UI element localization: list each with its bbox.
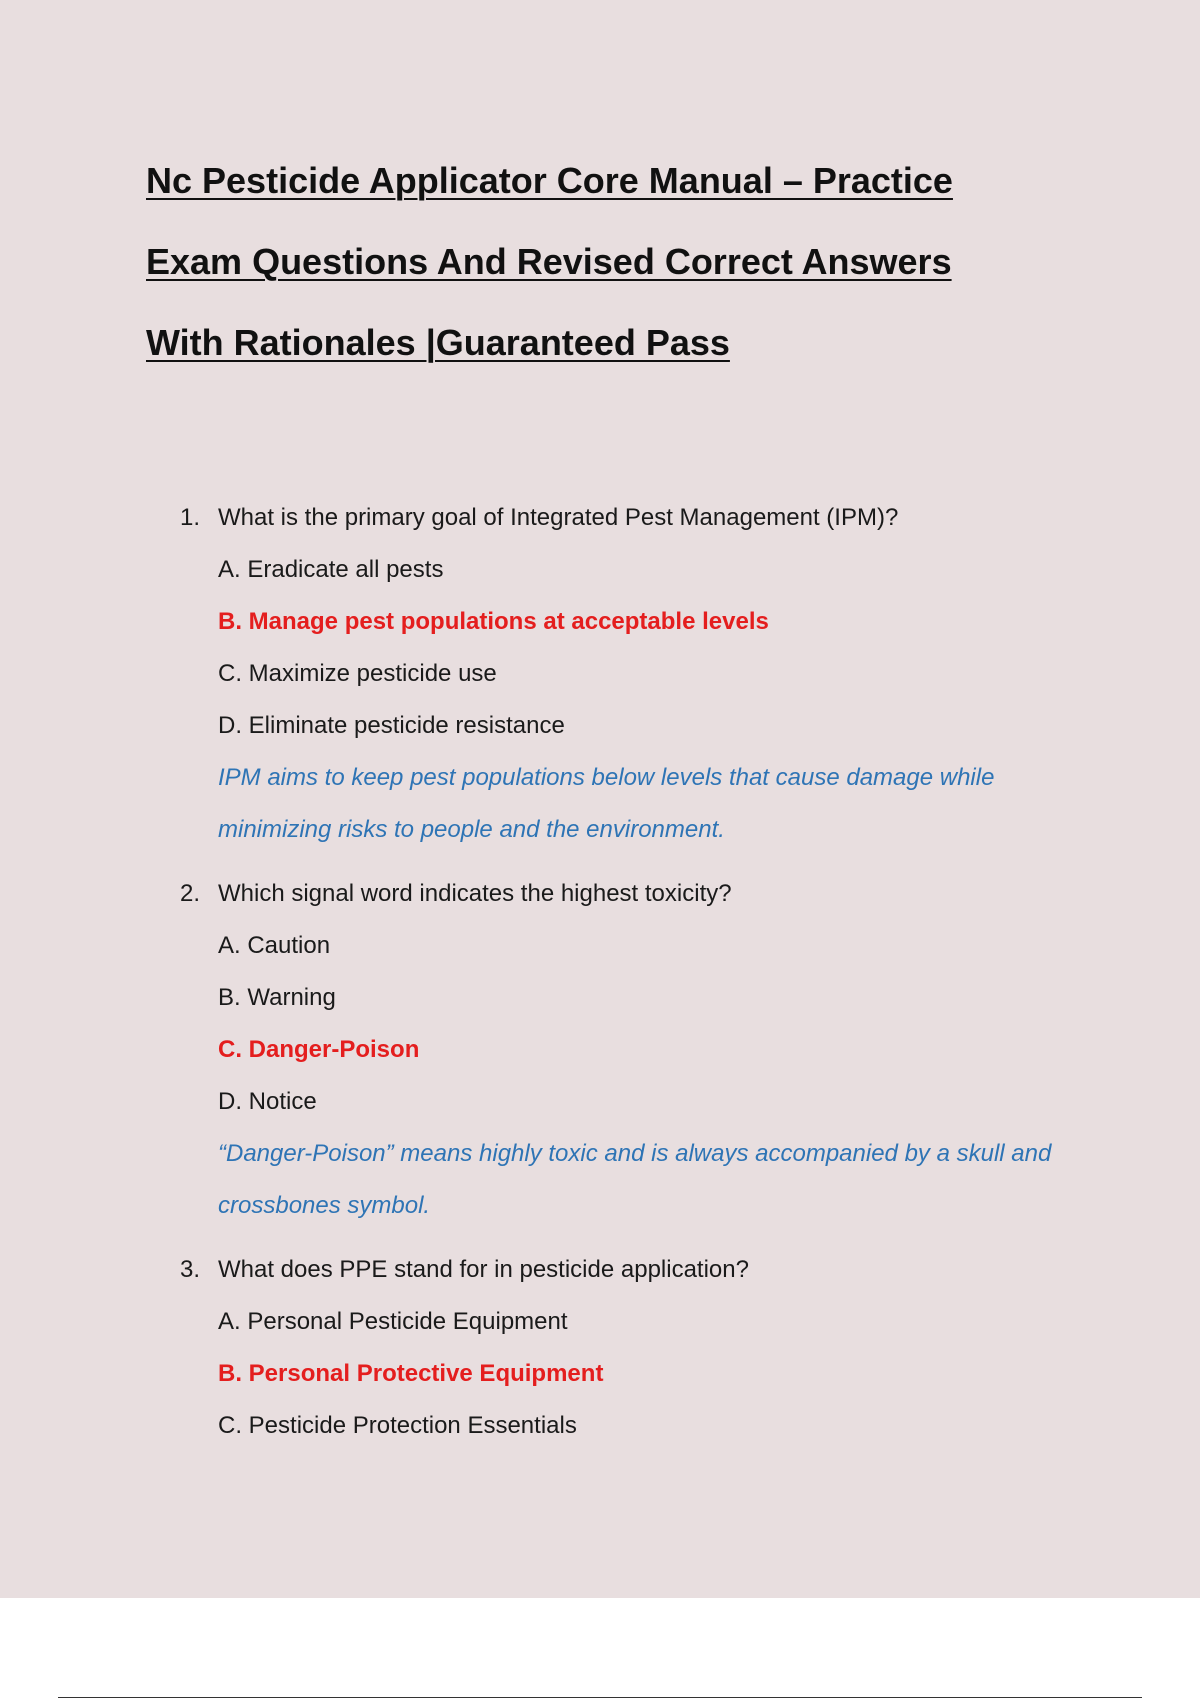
answer-option: D. Notice: [218, 1088, 317, 1115]
question-text: What is the primary goal of Integrated Pest Management (IPM)?: [218, 504, 899, 531]
document-title: [146, 140, 1106, 383]
answer-option: C. Maximize pesticide use: [218, 660, 497, 687]
question-number: 1.: [180, 504, 201, 531]
answer-option: D. Eliminate pesticide resistance: [218, 712, 565, 739]
answer-option: A. Personal Pesticide Equipment: [218, 1308, 568, 1335]
question-number: 2.: [180, 880, 201, 907]
question-text: Which signal word indicates the highest toxicity?: [218, 880, 732, 907]
question-2: [180, 868, 1080, 1232]
question-1: [180, 492, 1080, 856]
correct-answer-option: B. Personal Protective Equipment: [218, 1360, 604, 1387]
answer-option: A. Caution: [218, 932, 331, 959]
correct-answer-option: B. Manage pest populations at acceptable levels: [218, 608, 769, 635]
correct-answer-option: C. Danger-Poison: [218, 1036, 420, 1063]
title-line: Nc Pesticide Applicator Core Manual – Practice: [146, 160, 953, 201]
answer-option: B. Warning: [218, 984, 336, 1011]
rationale-text: IPM aims to keep pest populations below levels that cause damage while minimizing risks to people and the environment.: [218, 764, 995, 843]
question-text: What does PPE stand for in pesticide application?: [218, 1256, 749, 1283]
footer-divider: [58, 1697, 1142, 1698]
question-3: [180, 1244, 1080, 1452]
title-line: Exam Questions And Revised Correct Answers: [146, 241, 952, 282]
question-list: [180, 492, 1080, 1464]
title-line: With Rationales |Guaranteed Pass: [146, 322, 730, 363]
rationale-text: “Danger-Poison” means highly toxic and is always accompanied by a skull and crossbones symbol.: [218, 1140, 1052, 1219]
answer-option: C. Pesticide Protection Essentials: [218, 1412, 577, 1439]
answer-option: A. Eradicate all pests: [218, 556, 444, 583]
question-number: 3.: [180, 1256, 201, 1283]
